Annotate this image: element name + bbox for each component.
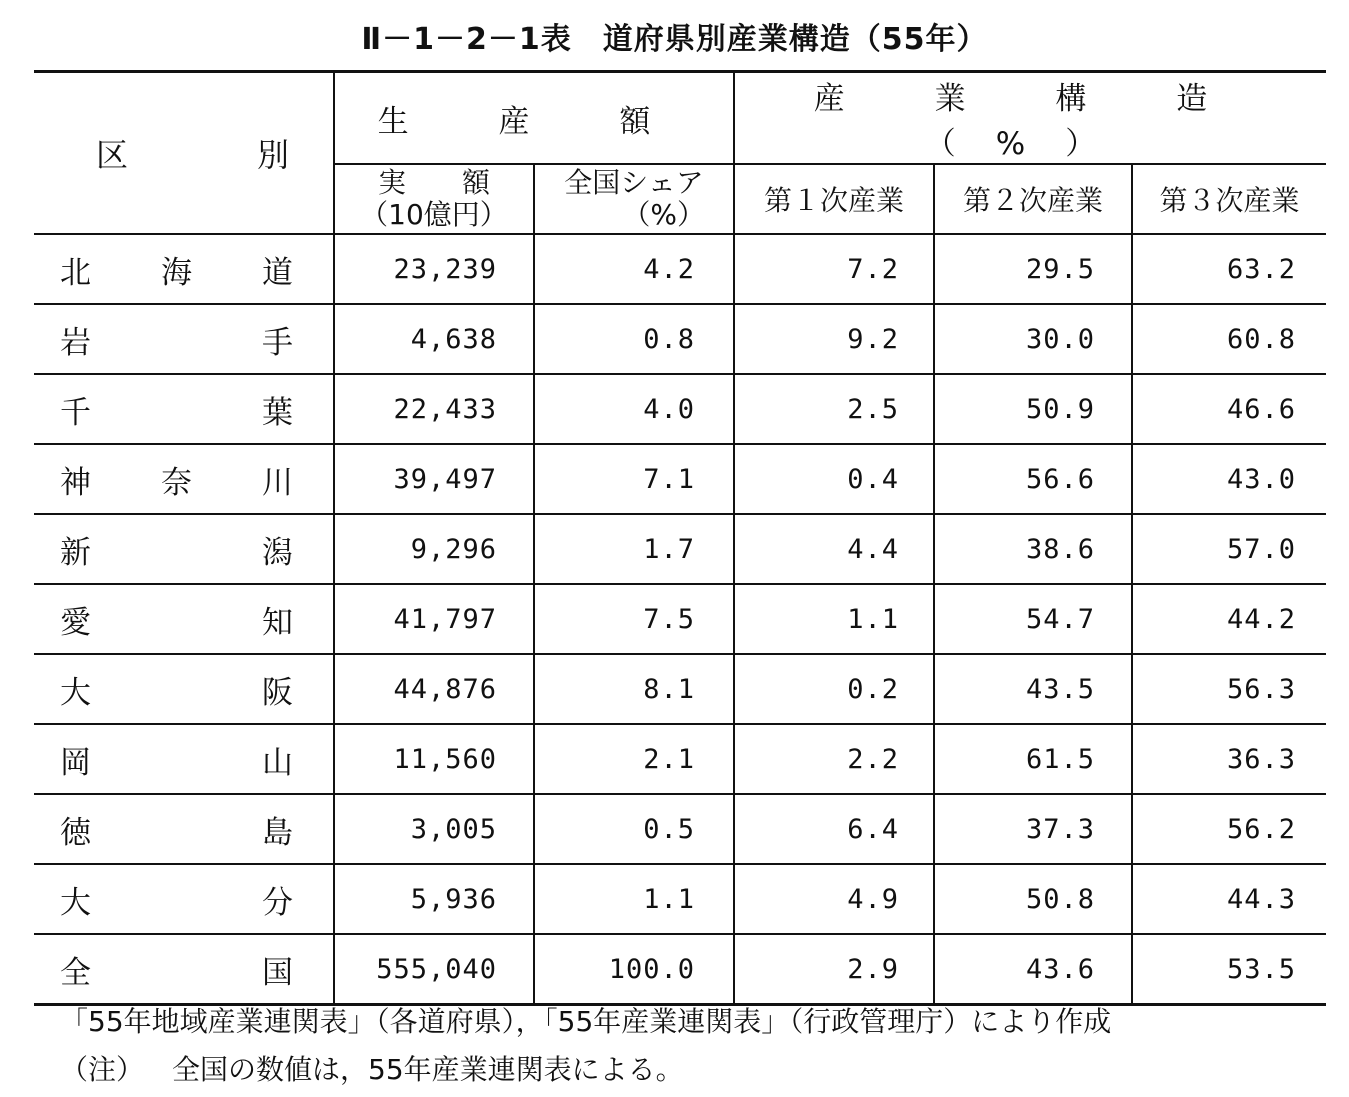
region-char: 岩 [60, 324, 91, 361]
amount-cell: 3,005 [334, 794, 534, 864]
amount-cell: 23,239 [334, 234, 534, 304]
region-char: 神 [60, 464, 91, 501]
table-row [34, 584, 1326, 654]
header-tertiary: 第３次産業 [1132, 164, 1326, 234]
table-row [34, 654, 1326, 724]
share-cell: 1.1 [534, 864, 734, 934]
tertiary-cell: 56.2 [1132, 794, 1326, 864]
table-row [34, 794, 1326, 864]
region-cell [34, 584, 334, 654]
secondary-cell: 30.0 [934, 304, 1132, 374]
tertiary-cell: 43.0 [1132, 444, 1326, 514]
share-cell: 8.1 [534, 654, 734, 724]
share-cell: 7.5 [534, 584, 734, 654]
secondary-cell: 29.5 [934, 234, 1132, 304]
header-national-share-line2: （%） [622, 198, 705, 231]
region-char: 潟 [262, 534, 293, 571]
header-region-char: 別 [256, 136, 289, 174]
region-name [34, 737, 333, 782]
region-name [34, 947, 333, 992]
region-char: 岡 [60, 744, 91, 781]
table-row [34, 934, 1326, 1005]
region-cell [34, 444, 334, 514]
secondary-cell: 43.6 [934, 934, 1132, 1005]
amount-cell: 44,876 [334, 654, 534, 724]
region-cell [34, 864, 334, 934]
secondary-cell: 38.6 [934, 514, 1132, 584]
share-cell: 4.0 [534, 374, 734, 444]
region-name [34, 317, 333, 362]
primary-cell: 0.2 [734, 654, 934, 724]
amount-cell: 4,638 [334, 304, 534, 374]
region-char: 道 [262, 254, 293, 291]
header-primary: 第１次産業 [734, 164, 934, 234]
region-char: 海 [161, 254, 192, 291]
region-char: 徳 [60, 814, 91, 851]
amount-cell: 41,797 [334, 584, 534, 654]
region-name [34, 457, 333, 502]
region-char: 国 [262, 954, 293, 991]
amount-cell: 39,497 [334, 444, 534, 514]
region-char: 全 [60, 954, 91, 991]
source-note: 「55年地域産業連関表」（各道府県），「55年産業連関表」（行政管理庁）により作成 [60, 1005, 1112, 1038]
table-row [34, 444, 1326, 514]
table-row [34, 374, 1326, 444]
amount-cell: 5,936 [334, 864, 534, 934]
tertiary-cell: 53.5 [1132, 934, 1326, 1005]
amount-cell: 9,296 [334, 514, 534, 584]
region-char: 分 [262, 884, 293, 921]
notes [60, 998, 1111, 1094]
header-national-share-line1: 全国シェア [564, 166, 704, 199]
region-char: 川 [262, 464, 293, 501]
region-char: 島 [262, 814, 293, 851]
region-name [34, 597, 333, 642]
region-char: 知 [262, 604, 293, 641]
tertiary-cell: 60.8 [1132, 304, 1326, 374]
region-char: 愛 [60, 604, 91, 641]
region-cell [34, 794, 334, 864]
region-name [34, 807, 333, 852]
footnote-text: 全国の数値は，55年産業連関表による。 [172, 1053, 684, 1086]
region-char: 新 [60, 534, 91, 571]
share-cell: 100.0 [534, 934, 734, 1005]
region-char: 阪 [262, 674, 293, 711]
region-char: 葉 [262, 394, 293, 431]
footnote-label: （注） [60, 1053, 145, 1086]
secondary-cell: 56.6 [934, 444, 1132, 514]
share-cell: 4.2 [534, 234, 734, 304]
secondary-cell: 43.5 [934, 654, 1132, 724]
region-name [34, 527, 333, 572]
table-row [34, 724, 1326, 794]
header-industry-group: 産 業 構 造（%） [734, 72, 1326, 165]
region-cell [34, 654, 334, 724]
header-production-group: 生 産 額 [334, 72, 734, 165]
region-char: 山 [262, 744, 293, 781]
header-region-char: 区 [96, 136, 129, 174]
region-char: 千 [60, 394, 91, 431]
header-actual-amount-line1: 実 額 [377, 166, 490, 199]
header-region [34, 72, 334, 235]
header-actual-amount-line2: （10億円） [360, 198, 508, 231]
table-row [34, 514, 1326, 584]
primary-cell: 7.2 [734, 234, 934, 304]
share-cell: 2.1 [534, 724, 734, 794]
primary-cell: 2.2 [734, 724, 934, 794]
region-cell [34, 304, 334, 374]
region-cell [34, 514, 334, 584]
tertiary-cell: 36.3 [1132, 724, 1326, 794]
footnote [60, 1046, 1111, 1094]
primary-cell: 0.4 [734, 444, 934, 514]
industry-structure-table [34, 70, 1326, 1006]
tertiary-cell: 56.3 [1132, 654, 1326, 724]
tertiary-cell: 63.2 [1132, 234, 1326, 304]
secondary-cell: 61.5 [934, 724, 1132, 794]
region-char: 奈 [161, 464, 192, 501]
tertiary-cell: 44.2 [1132, 584, 1326, 654]
share-cell: 0.5 [534, 794, 734, 864]
header-national-share [534, 164, 734, 234]
tertiary-cell: 44.3 [1132, 864, 1326, 934]
region-char: 大 [60, 674, 91, 711]
header-secondary: 第２次産業 [934, 164, 1132, 234]
secondary-cell: 50.8 [934, 864, 1132, 934]
tertiary-cell: 57.0 [1132, 514, 1326, 584]
share-cell: 0.8 [534, 304, 734, 374]
secondary-cell: 54.7 [934, 584, 1132, 654]
region-char: 手 [262, 324, 293, 361]
secondary-cell: 50.9 [934, 374, 1132, 444]
share-cell: 7.1 [534, 444, 734, 514]
primary-cell: 9.2 [734, 304, 934, 374]
primary-cell: 2.5 [734, 374, 934, 444]
amount-cell: 11,560 [334, 724, 534, 794]
table-body [34, 234, 1326, 1005]
region-name [34, 247, 333, 292]
table-row [34, 234, 1326, 304]
region-char: 北 [60, 254, 91, 291]
share-cell: 1.7 [534, 514, 734, 584]
region-cell [34, 234, 334, 304]
primary-cell: 4.4 [734, 514, 934, 584]
primary-cell: 4.9 [734, 864, 934, 934]
region-char: 大 [60, 884, 91, 921]
primary-cell: 6.4 [734, 794, 934, 864]
region-cell [34, 934, 334, 1005]
table-row [34, 864, 1326, 934]
region-name [34, 387, 333, 432]
region-name [34, 667, 333, 712]
secondary-cell: 37.3 [934, 794, 1132, 864]
table-title: Ⅱ－1－2－1表 道府県別産業構造（55年） [361, 22, 988, 57]
region-name [34, 877, 333, 922]
region-cell [34, 374, 334, 444]
amount-cell: 22,433 [334, 374, 534, 444]
primary-cell: 2.9 [734, 934, 934, 1005]
amount-cell: 555,040 [334, 934, 534, 1005]
tertiary-cell: 46.6 [1132, 374, 1326, 444]
table-row [34, 304, 1326, 374]
region-cell [34, 724, 334, 794]
primary-cell: 1.1 [734, 584, 934, 654]
header-actual-amount [334, 164, 534, 234]
